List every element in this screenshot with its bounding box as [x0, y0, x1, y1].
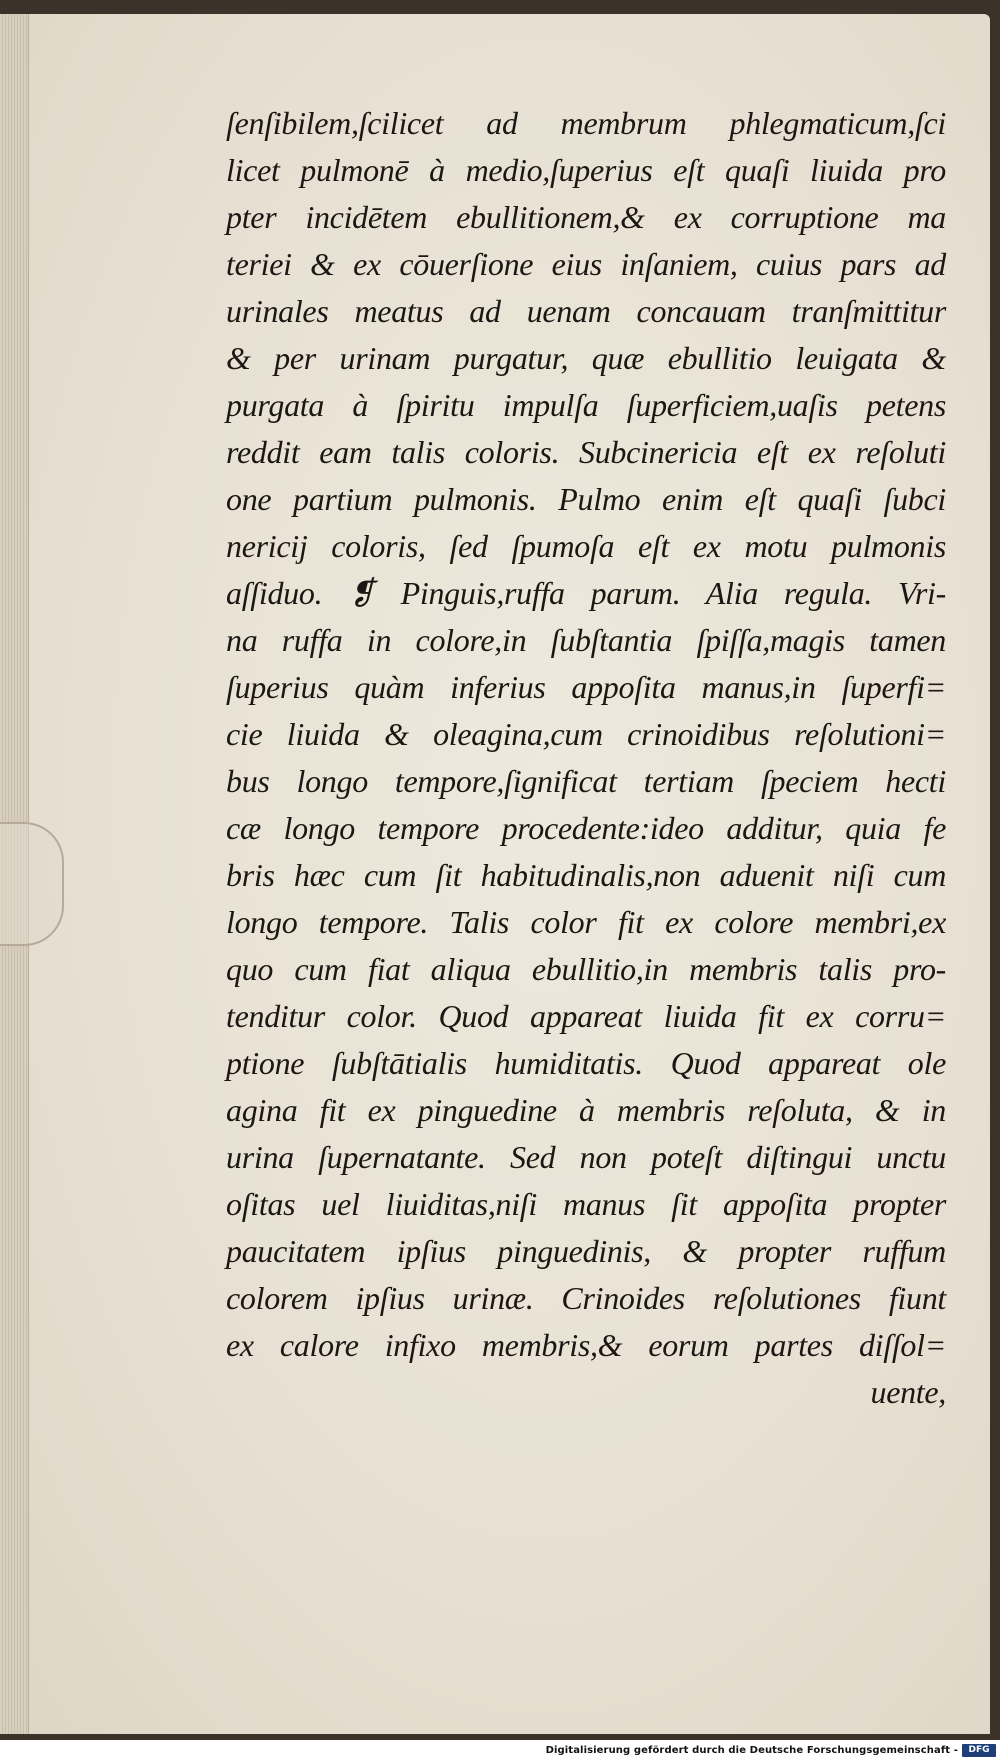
- text-line-21: ptione ſubſtātialis humiditatis. Quod appareat ole: [226, 1045, 946, 1081]
- text-line-19: quo cum fiat aliqua ebullitio,in membris talis pro-: [226, 951, 946, 987]
- text-line-1: ſenſibilem,ſcilicet ad membrum phlegmaticum,ſci: [226, 105, 946, 141]
- text-line-11: aſſiduo. ❡ Pinguis,ruffa parum. Alia regula. Vri-: [226, 575, 946, 611]
- text-line-9: one partium pulmonis. Pulmo enim eſt quaſi ſubci: [226, 481, 946, 517]
- body-text: [226, 100, 946, 1416]
- text-line-10: nericij coloris, ſed ſpumoſa eſt ex motu pulmonis: [226, 528, 946, 564]
- text-line-2: licet pulmonē à medio,ſuperius eſt quaſi liuida pro: [226, 152, 946, 188]
- text-line-14: cie liuida & oleagina,cum crinoidibus reſolutioni=: [226, 716, 946, 752]
- text-line-8: reddit eam talis coloris. Subcinericia eſt ex reſoluti: [226, 434, 946, 470]
- text-line-6: & per urinam purgatur, quæ ebullitio leuigata &: [226, 340, 946, 376]
- text-line-27: ex calore infixo membris,& eorum partes diſſol=: [226, 1327, 946, 1363]
- page-clip: [0, 822, 64, 946]
- text-line-12: na ruffa in colore,in ſubſtantia ſpiſſa,magis tamen: [226, 622, 946, 658]
- text-line-13: ſuperius quàm inferius appoſita manus,in ſuperfi=: [226, 669, 946, 705]
- text-line-16: cæ longo tempore procedente:ideo additur, quia fe: [226, 810, 946, 846]
- text-line-26: colorem ipſius urinæ. Crinoides reſolutiones fiunt: [226, 1280, 946, 1316]
- text-line-4: teriei & ex cōuerſione eius inſaniem, cuius pars ad: [226, 246, 946, 282]
- text-line-17: bris hæc cum ſit habitudinalis,non aduenit niſi cum: [226, 857, 946, 893]
- catchword: uente,: [870, 1374, 946, 1410]
- digitization-credit: Digitalisierung gefördert durch die Deutsche Forschungsgemeinschaft -: [545, 1745, 958, 1756]
- text-line-22: agina fit ex pinguedine à membris reſoluta, & in: [226, 1092, 946, 1128]
- text-line-7: purgata à ſpiritu impulſa ſuperficiem,uaſis petens: [226, 387, 946, 423]
- text-line-15: bus longo tempore,ſignificat tertiam ſpeciem hecti: [226, 763, 946, 799]
- text-line-3: pter incidētem ebullitionem,& ex corruptione ma: [226, 199, 946, 235]
- dfg-logo-icon: DFG: [962, 1744, 996, 1757]
- text-line-18: longo tempore. Talis color fit ex colore membri,ex: [226, 904, 946, 940]
- footer-bar: [0, 1734, 1000, 1740]
- text-line-5: urinales meatus ad uenam concauam tranſmittitur: [226, 293, 946, 329]
- text-line-23: urina ſupernatante. Sed non poteſt diſtingui unctu: [226, 1139, 946, 1175]
- text-line-24: oſitas uel liuiditas,niſi manus ſit appoſita propter: [226, 1186, 946, 1222]
- text-line-25: paucitatem ipſius pinguedinis, & propter ruffum: [226, 1233, 946, 1269]
- text-line-20: tenditur color. Quod appareat liuida fit ex corru=: [226, 998, 946, 1034]
